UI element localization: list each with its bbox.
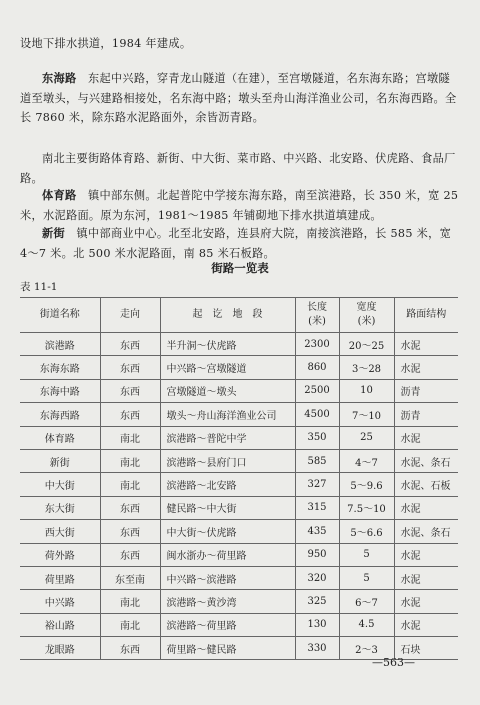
cell-surface: 水泥: [394, 333, 458, 356]
cell-surface: 水泥: [394, 426, 458, 449]
cell-width: 20～25: [339, 333, 394, 356]
cell-length: 327: [295, 473, 339, 496]
cell-direction: 东西: [100, 543, 160, 566]
table-title: 街路一览表: [211, 261, 269, 275]
cell-section: 墩头～舟山海洋渔业公司: [160, 403, 295, 426]
cell-name: 西大街: [20, 520, 100, 543]
cell-name: 中大街: [20, 473, 100, 496]
cell-width: 2～3: [339, 637, 394, 660]
cell-length: 325: [295, 590, 339, 613]
cell-length: 2500: [295, 379, 339, 402]
cell-section: 滨港路～黄沙湾: [160, 590, 295, 613]
cell-length: 4500: [295, 403, 339, 426]
cell-surface: 水泥: [394, 356, 458, 379]
cell-section: 健民路～中大街: [160, 496, 295, 519]
cell-width: 7～10: [339, 403, 394, 426]
cell-name: 东海西路: [20, 403, 100, 426]
cell-direction: 东西: [100, 403, 160, 426]
cell-length: 860: [295, 356, 339, 379]
table-row: [20, 520, 458, 543]
table-row: [20, 379, 458, 402]
table-row: [20, 613, 458, 636]
cell-direction: 南北: [100, 449, 160, 472]
cell-name: 东海中路: [20, 379, 100, 402]
table-row: [20, 449, 458, 472]
cell-section: 滨港路～荷里路: [160, 613, 295, 636]
table-number: 表 11-1: [20, 281, 58, 293]
cell-width: 6～7: [339, 590, 394, 613]
cell-surface: 水泥、条石: [394, 520, 458, 543]
cell-length: 315: [295, 496, 339, 519]
paragraph-main-streets: 南北主要街路体育路、新街、中大街、菜市路、中兴路、北安路、伏虎路、食品厂路。: [20, 152, 456, 185]
cell-width: 5～9.6: [339, 473, 394, 496]
cell-surface: 水泥: [394, 543, 458, 566]
cell-length: 350: [295, 426, 339, 449]
header-direction: 走向: [100, 298, 160, 333]
cell-name: 滨港路: [20, 333, 100, 356]
cell-direction: 南北: [100, 590, 160, 613]
cell-width: 5: [339, 543, 394, 566]
cell-direction: 南北: [100, 613, 160, 636]
heading-xinjie: 新街: [42, 227, 65, 240]
cell-length: 130: [295, 613, 339, 636]
header-length: 长度 (米): [295, 298, 339, 333]
cell-name: 体育路: [20, 426, 100, 449]
cell-width: 4.5: [339, 613, 394, 636]
table-row: [20, 403, 458, 426]
cell-length: 330: [295, 637, 339, 660]
cell-name: 裕山路: [20, 613, 100, 636]
donghai-road-text: 东起中兴路，穿青龙山隧道（在建），至宫墩隧道，名东海东路；宫墩隧道至墩头，与兴建路相接处，名东海中路；墩头至舟山海洋渔业公司，名东海西路。全长 7860 米，除东路水泥路面外，余皆沥青路。: [20, 72, 457, 124]
header-surface: 路面结构: [394, 298, 458, 333]
cell-name: 新街: [20, 449, 100, 472]
cell-length: 2300: [295, 333, 339, 356]
cell-width: 7.5～10: [339, 496, 394, 519]
table-row: [20, 473, 458, 496]
header-width: 宽度 (米): [339, 298, 394, 333]
paragraph-donghai-road: [20, 69, 460, 128]
heading-tiyu-road: 体育路: [42, 189, 77, 202]
cell-surface: 水泥: [394, 613, 458, 636]
cell-direction: 南北: [100, 473, 160, 496]
table-row: [20, 426, 458, 449]
cell-section: 中兴路～滨港路: [160, 566, 295, 589]
cell-length: 435: [295, 520, 339, 543]
cell-direction: 东至南: [100, 566, 160, 589]
paragraph-tiyu-road: [20, 186, 460, 225]
cell-name: 龙眼路: [20, 637, 100, 660]
header-name: 街道名称: [20, 298, 100, 333]
cell-surface: 水泥、条石: [394, 449, 458, 472]
cell-length: 950: [295, 543, 339, 566]
tiyu-road-text: 镇中部东侧。北起普陀中学接东海东路，南至滨港路，长 350 米，宽 25 米，水泥路面。原为东河，1981～1985 年铺砌地下排水拱道填建成。: [20, 189, 459, 222]
table-row: [20, 543, 458, 566]
streets-table: [20, 297, 458, 660]
cell-direction: 东西: [100, 379, 160, 402]
xinjie-text: 镇中部商业中心。北至北安路，连县府大院，南接滨港路，长 585 米，宽 4～7 米。北 500 米水泥路面，南 85 米石板路。: [20, 227, 452, 260]
cell-section: 宫墩隧道～墩头: [160, 379, 295, 402]
cell-section: 滨港路～普陀中学: [160, 426, 295, 449]
paragraph-xinjie: [20, 224, 460, 263]
cell-name: 荷外路: [20, 543, 100, 566]
table-row: [20, 590, 458, 613]
cell-surface: 沥青: [394, 403, 458, 426]
cell-name: 东大街: [20, 496, 100, 519]
cell-direction: 东西: [100, 356, 160, 379]
cell-section: 半升洞～伏虎路: [160, 333, 295, 356]
cell-direction: 东西: [100, 520, 160, 543]
header-section: 起 讫 地 段: [160, 298, 295, 333]
cell-name: 荷里路: [20, 566, 100, 589]
table-header-row: [20, 298, 458, 333]
cell-section: 中兴路～宫墩隧道: [160, 356, 295, 379]
cell-length: 585: [295, 449, 339, 472]
cell-section: 闽水浙办～荷里路: [160, 543, 295, 566]
cell-surface: 水泥: [394, 496, 458, 519]
table-row: [20, 356, 458, 379]
table-row: [20, 496, 458, 519]
cell-surface: 沥青: [394, 379, 458, 402]
cell-surface: 水泥、石板: [394, 473, 458, 496]
cell-width: 5: [339, 566, 394, 589]
cell-direction: 东西: [100, 333, 160, 356]
cell-width: 5～6.6: [339, 520, 394, 543]
cell-section: 滨港路～北安路: [160, 473, 295, 496]
cell-direction: 东西: [100, 637, 160, 660]
cell-section: 荷里路～健民路: [160, 637, 295, 660]
cell-section: 中大街～伏虎路: [160, 520, 295, 543]
cell-direction: 南北: [100, 426, 160, 449]
cell-length: 320: [295, 566, 339, 589]
cell-name: 东海东路: [20, 356, 100, 379]
cell-width: 3～28: [339, 356, 394, 379]
cell-direction: 东西: [100, 496, 160, 519]
cell-surface: 水泥: [394, 566, 458, 589]
cell-width: 10: [339, 379, 394, 402]
cell-name: 中兴路: [20, 590, 100, 613]
paragraph-continuation: 设地下排水拱道，1984 年建成。: [20, 37, 192, 50]
cell-surface: 石块: [394, 637, 458, 660]
table-row: [20, 566, 458, 589]
table-row: [20, 333, 458, 356]
cell-section: 滨港路～县府门口: [160, 449, 295, 472]
cell-width: 4～7: [339, 449, 394, 472]
heading-donghai-road: 东海路: [42, 72, 77, 85]
cell-surface: 水泥: [394, 590, 458, 613]
cell-width: 25: [339, 426, 394, 449]
page-number: —563—: [372, 656, 415, 669]
